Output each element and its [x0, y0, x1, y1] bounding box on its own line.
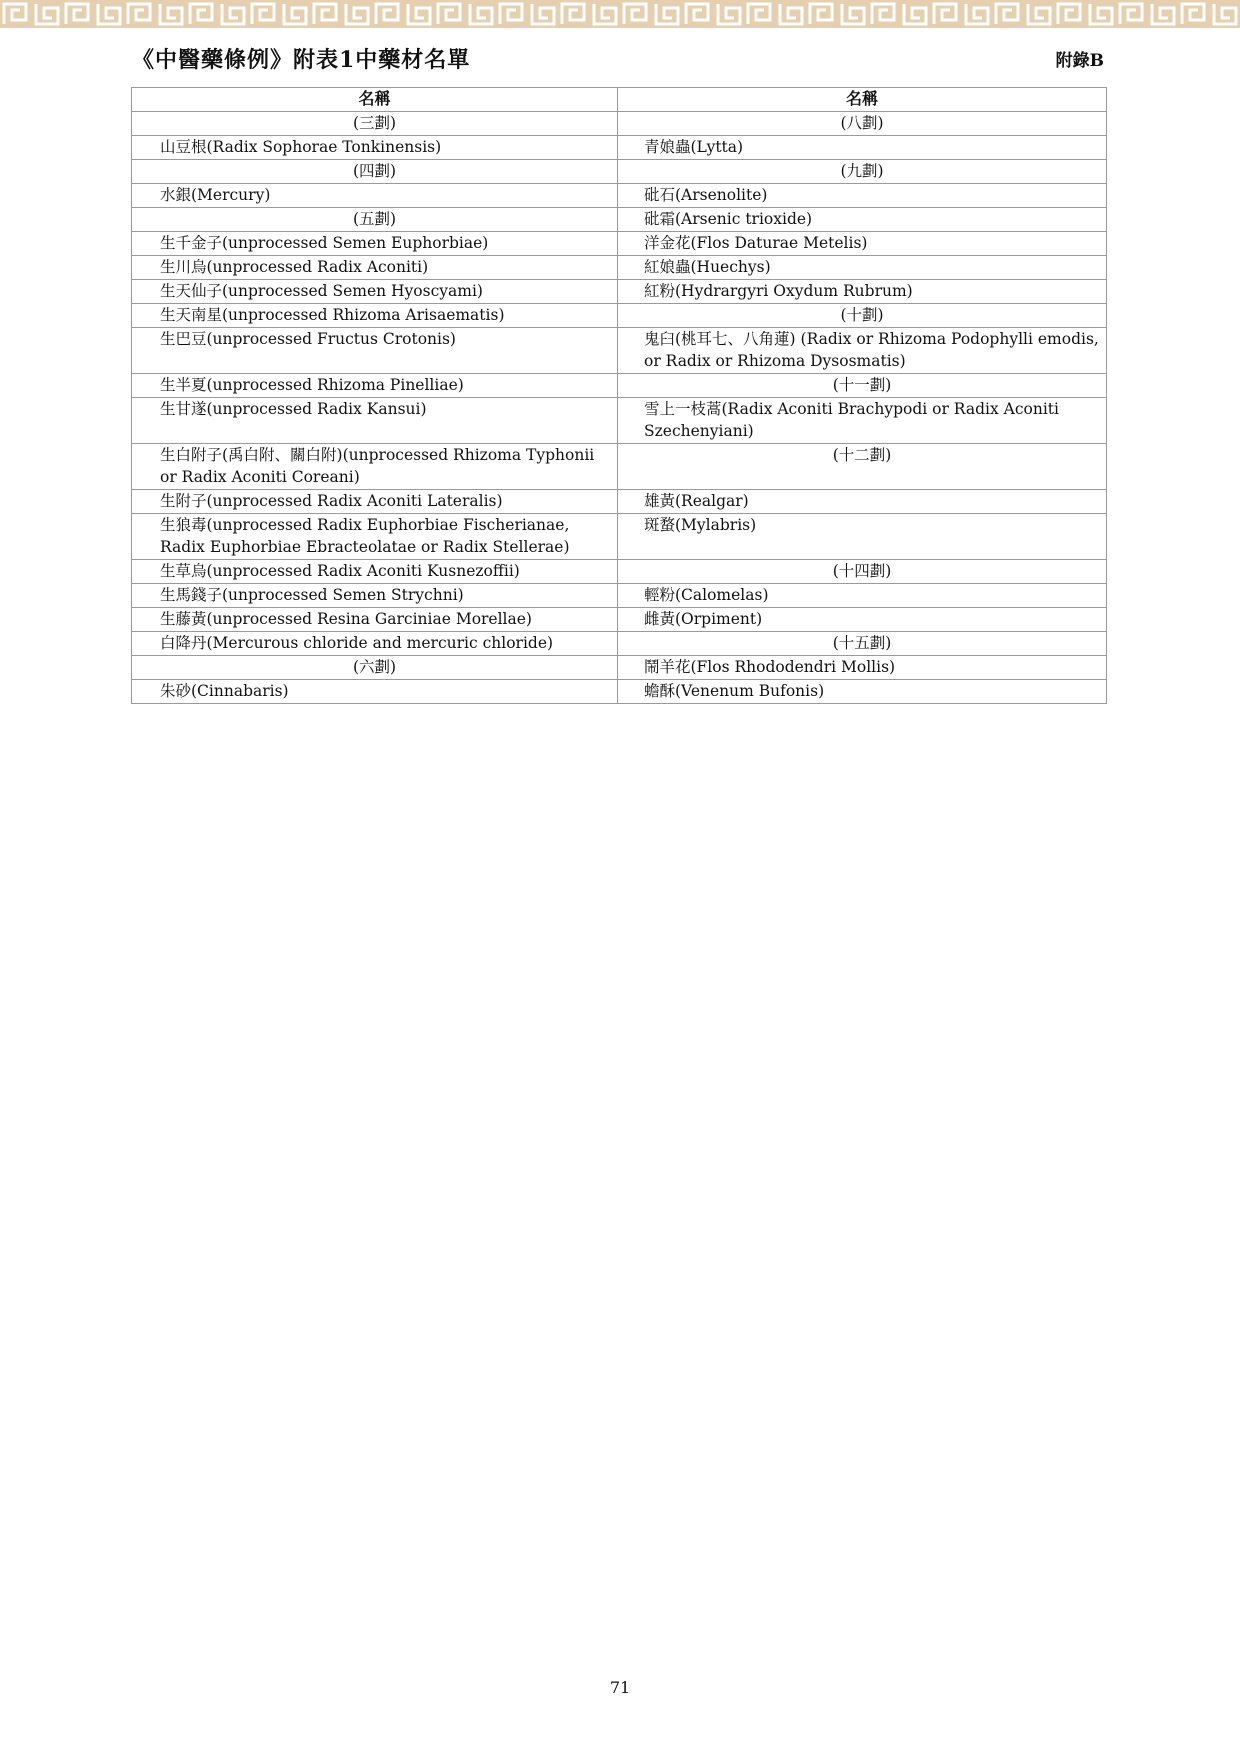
herb-name-cell: 水銀(Mercury) [132, 184, 618, 208]
column-header-name-right: 名稱 [618, 88, 1107, 112]
herb-name-cell: 山豆根(Radix Sophorae Tonkinensis) [132, 136, 618, 160]
table-row [132, 374, 1107, 398]
table-row [132, 112, 1107, 136]
stroke-count-group-cell: (十四劃) [618, 560, 1107, 584]
herb-list-table [131, 87, 1107, 704]
herb-name-cell: 雪上一枝蒿(Radix Aconiti Brachypodi or Radix Aconiti Szechenyiani) [618, 398, 1107, 444]
table-row [132, 160, 1107, 184]
stroke-count-group-cell: (十劃) [618, 304, 1107, 328]
herb-name-cell: 生千金子(unprocessed Semen Euphorbiae) [132, 232, 618, 256]
table-row [132, 608, 1107, 632]
table-row [132, 514, 1107, 560]
table-row [132, 280, 1107, 304]
herb-name-cell: 輕粉(Calomelas) [618, 584, 1107, 608]
table-row [132, 656, 1107, 680]
herb-name-cell: 生狼毒(unprocessed Radix Euphorbiae Fischerianae, Radix Euphorbiae Ebracteolatae or Radix Stellerae) [132, 514, 618, 560]
decorative-fret-band [0, 0, 1240, 28]
herb-name-cell: 雄黃(Realgar) [618, 490, 1107, 514]
herb-name-cell: 生巴豆(unprocessed Fructus Crotonis) [132, 328, 618, 374]
stroke-count-group-cell: (五劃) [132, 208, 618, 232]
herb-name-cell: 雌黃(Orpiment) [618, 608, 1107, 632]
herb-list-table-container [131, 87, 1106, 704]
herb-name-cell: 紅粉(Hydrargyri Oxydum Rubrum) [618, 280, 1107, 304]
herb-name-cell: 斑蝥(Mylabris) [618, 514, 1107, 560]
herb-name-cell: 紅娘蟲(Huechys) [618, 256, 1107, 280]
stroke-count-group-cell: (十二劃) [618, 444, 1107, 490]
stroke-count-group-cell: (四劃) [132, 160, 618, 184]
herb-name-cell: 砒霜(Arsenic trioxide) [618, 208, 1107, 232]
herb-name-cell: 生馬錢子(unprocessed Semen Strychni) [132, 584, 618, 608]
herb-name-cell: 白降丹(Mercurous chloride and mercuric chloride) [132, 632, 618, 656]
table-body [132, 112, 1107, 704]
herb-name-cell: 蟾酥(Venenum Bufonis) [618, 680, 1107, 704]
table-header-row [132, 88, 1107, 112]
herb-name-cell: 生天南星(unprocessed Rhizoma Arisaematis) [132, 304, 618, 328]
table-row [132, 208, 1107, 232]
table-row [132, 232, 1107, 256]
herb-name-cell: 青娘蟲(Lytta) [618, 136, 1107, 160]
stroke-count-group-cell: (三劃) [132, 112, 618, 136]
herb-name-cell: 生川烏(unprocessed Radix Aconiti) [132, 256, 618, 280]
table-row [132, 632, 1107, 656]
table-row [132, 680, 1107, 704]
table-row [132, 490, 1107, 514]
page-number: 71 [609, 1678, 631, 1697]
herb-name-cell: 洋金花(Flos Daturae Metelis) [618, 232, 1107, 256]
herb-name-cell: 鬧羊花(Flos Rhododendri Mollis) [618, 656, 1107, 680]
table-row [132, 136, 1107, 160]
table-row [132, 304, 1107, 328]
stroke-count-group-cell: (十五劃) [618, 632, 1107, 656]
herb-name-cell: 砒石(Arsenolite) [618, 184, 1107, 208]
document-title: 《中醫藥條例》附表1中藥材名單 [132, 47, 471, 73]
herb-name-cell: 生半夏(unprocessed Rhizoma Pinelliae) [132, 374, 618, 398]
table-row [132, 584, 1107, 608]
herb-name-cell: 生白附子(禹白附、關白附)(unprocessed Rhizoma Typhonii or Radix Aconiti Coreani) [132, 444, 618, 490]
table-row [132, 398, 1107, 444]
table-row [132, 184, 1107, 208]
stroke-count-group-cell: (九劃) [618, 160, 1107, 184]
table-row [132, 444, 1107, 490]
herb-name-cell: 朱砂(Cinnabaris) [132, 680, 618, 704]
herb-name-cell: 生藤黃(unprocessed Resina Garciniae Morellae) [132, 608, 618, 632]
column-header-name-left: 名稱 [132, 88, 618, 112]
stroke-count-group-cell: (六劃) [132, 656, 618, 680]
stroke-count-group-cell: (十一劃) [618, 374, 1107, 398]
table-row [132, 560, 1107, 584]
stroke-count-group-cell: (八劃) [618, 112, 1107, 136]
herb-name-cell: 鬼臼(桃耳七、八角蓮) (Radix or Rhizoma Podophylli emodis, or Radix or Rhizoma Dysosmatis) [618, 328, 1107, 374]
herb-name-cell: 生草烏(unprocessed Radix Aconiti Kusnezoffii) [132, 560, 618, 584]
herb-name-cell: 生甘遂(unprocessed Radix Kansui) [132, 398, 618, 444]
herb-name-cell: 生附子(unprocessed Radix Aconiti Lateralis) [132, 490, 618, 514]
appendix-label: 附錄B [1055, 51, 1104, 71]
herb-name-cell: 生天仙子(unprocessed Semen Hyoscyami) [132, 280, 618, 304]
table-row [132, 256, 1107, 280]
table-row [132, 328, 1107, 374]
